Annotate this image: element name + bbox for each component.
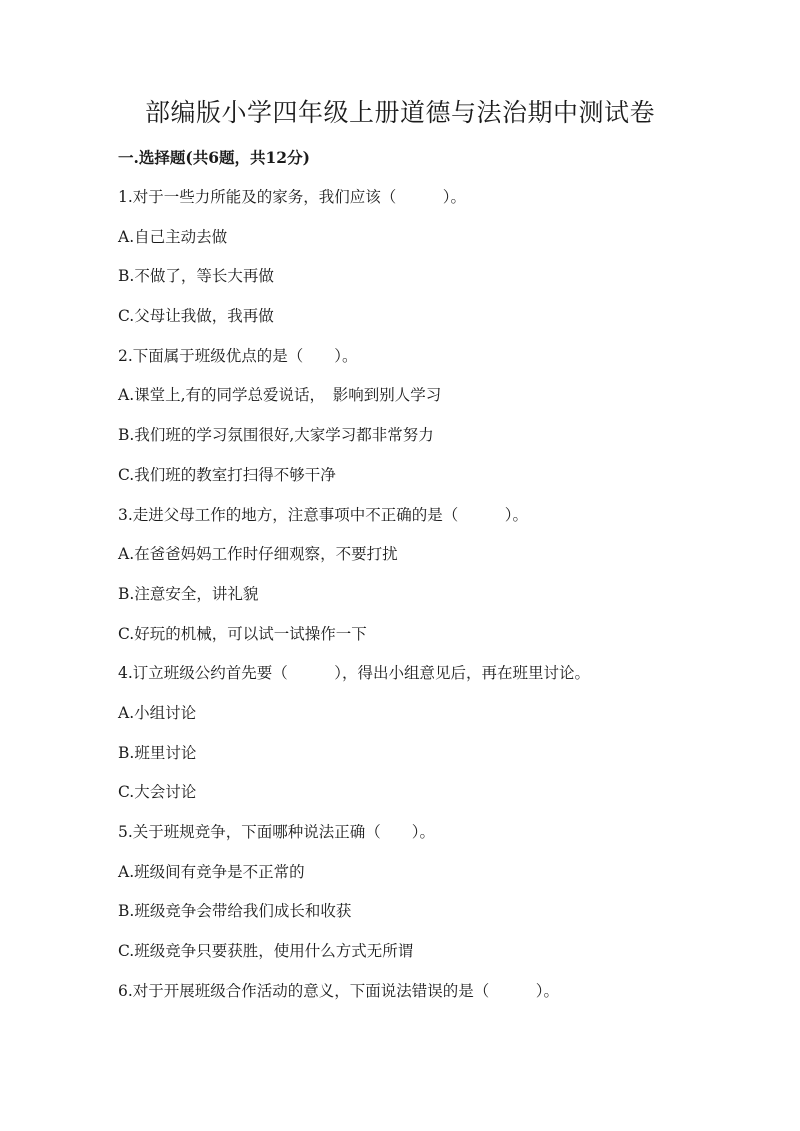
- question-line: 4.订立班级公约首先要（ ），得出小组意见后，再在班里讨论。: [118, 664, 591, 683]
- option-line: C.好玩的机械，可以试一试操作一下: [118, 624, 367, 643]
- question-list: [118, 184, 738, 1017]
- option-line: C.我们班的教室打扫得不够干净: [118, 465, 336, 484]
- option-line: A.课堂上,有的同学总爱说话， 影响到别人学习: [118, 386, 442, 405]
- section-heading: 一.选择题(共6题，共12分): [118, 148, 310, 167]
- option-line: A.自己主动去做: [118, 227, 228, 246]
- option-line: B.我们班的学习氛围很好,大家学习都非常努力: [118, 426, 434, 445]
- option-line: B.班级竞争会带给我们成长和收获: [118, 902, 352, 921]
- option-line: B.不做了，等长大再做: [118, 267, 274, 286]
- question-line: 3.走进父母工作的地方，注意事项中不正确的是（ ）。: [118, 505, 529, 524]
- option-line: A.小组讨论: [118, 703, 197, 722]
- option-line: C.大会讨论: [118, 783, 197, 802]
- option-line: A.在爸爸妈妈工作时仔细观察，不要打扰: [118, 545, 398, 564]
- page-title: 部编版小学四年级上册道德与法治期中测试卷: [144, 98, 655, 127]
- question-line: 5.关于班规竞争，下面哪种说法正确（ ）。: [118, 823, 436, 841]
- question-line: 1.对于一些力所能及的家务，我们应该（ ）。: [118, 188, 467, 206]
- option-line: B.班里讨论: [118, 743, 197, 762]
- question-line: 6.对于开展班级合作活动的意义，下面说法错误的是（ ）。: [118, 981, 560, 1000]
- option-line: A.班级间有竞争是不正常的: [118, 862, 305, 881]
- option-line: C.父母让我做，我再做: [118, 307, 274, 326]
- question-line: 2.下面属于班级优点的是（ ）。: [118, 346, 358, 365]
- option-line: B.注意安全，讲礼貌: [118, 584, 259, 603]
- option-line: C.班级竞争只要获胜，使用什么方式无所谓: [118, 942, 414, 961]
